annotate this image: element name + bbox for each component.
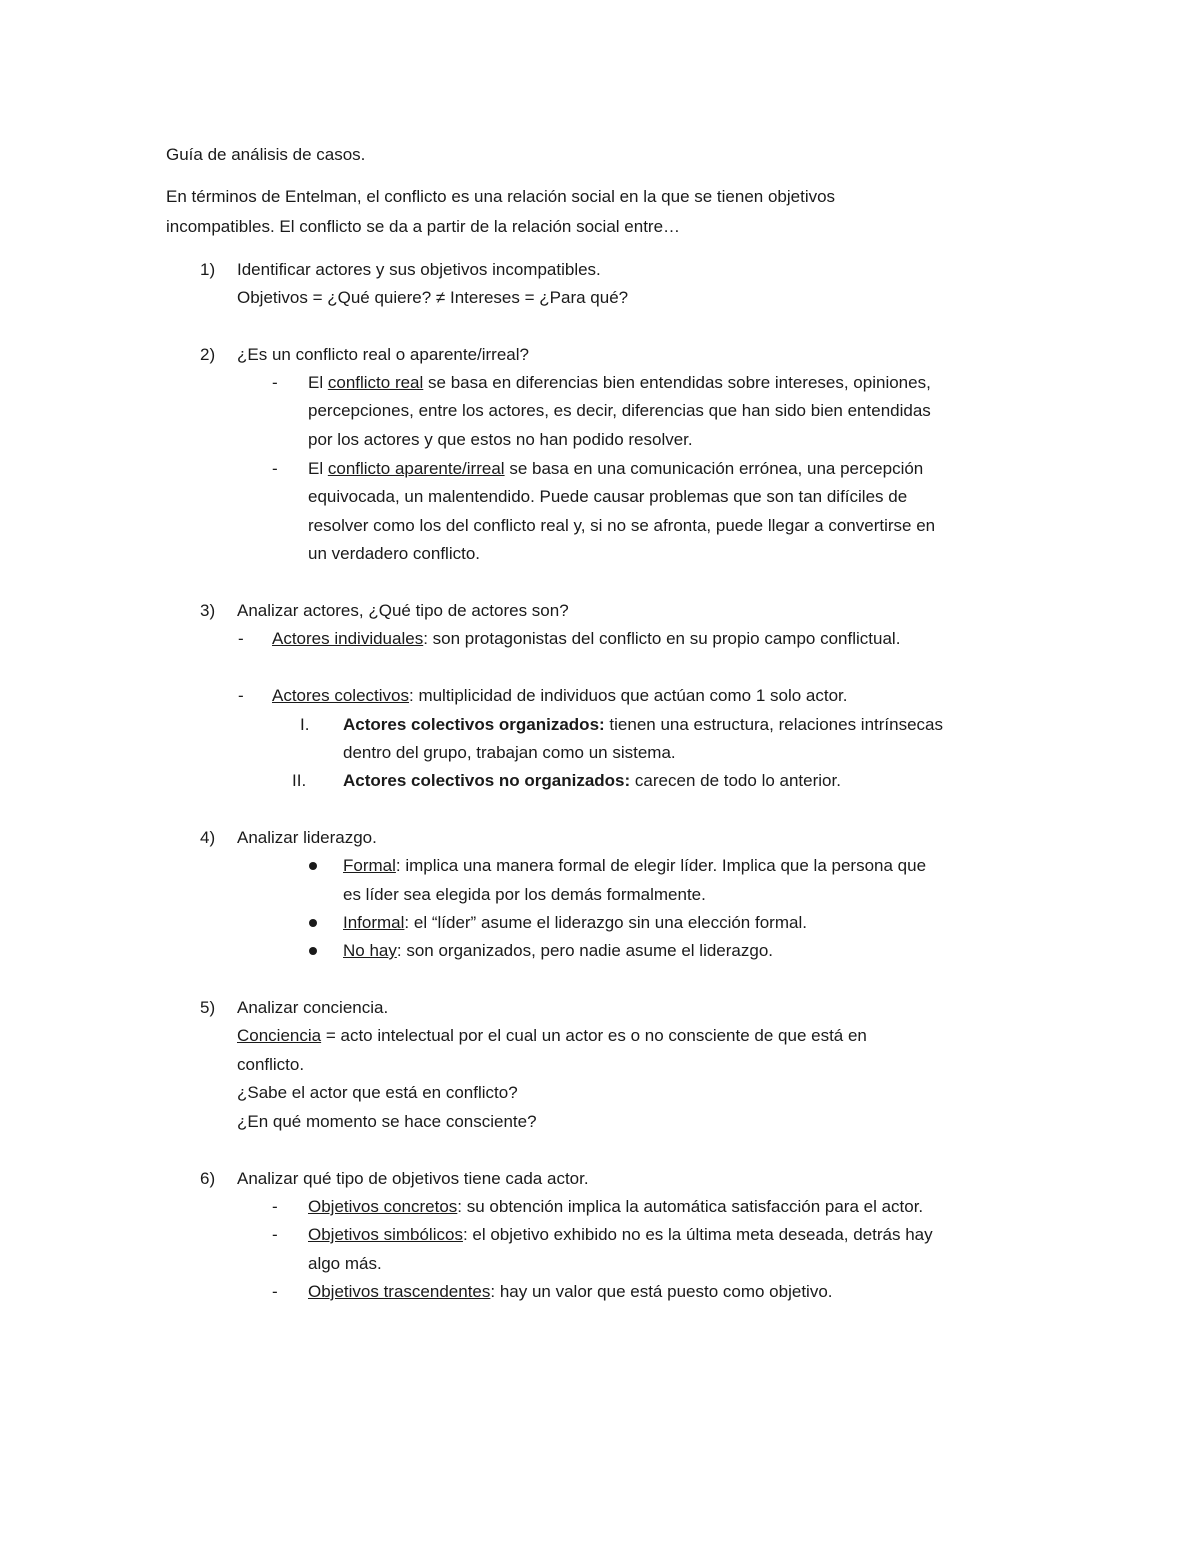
conciencia-question-1: ¿Sabe el actor que está en conflicto? [237, 1083, 518, 1102]
real-conflict-line-3: por los actores y que estos no han podido resolver. [308, 430, 693, 449]
roman-numeral-2: II. [292, 771, 307, 790]
section-1-heading: Identificar actores y sus objetivos incompatibles. [237, 260, 601, 279]
section-2-number: 2) [200, 345, 216, 364]
no-hay-term: No hay [343, 941, 397, 960]
organized-actors-term: Actores colectivos organizados: [343, 715, 605, 734]
intro-line-1: En términos de Entelman, el conflicto es una relación social en la que se tienen objetivos [166, 187, 836, 206]
non-organized-actors-text: carecen de todo lo anterior. [634, 771, 841, 790]
apparent-conflict-line-1 [308, 458, 923, 480]
intro-line-2: incompatibles. El conflicto se da a partir de la relación social entre… [166, 217, 681, 236]
formal-text-1: : implica una manera formal de elegir líder. Implica que la persona que [395, 856, 927, 875]
apparent-prefix: El [308, 459, 324, 478]
conciencia-question-2: ¿En qué momento se hace consciente? [237, 1112, 537, 1131]
formal-leadership-line-1 [343, 855, 926, 877]
informal-leadership-line [343, 912, 807, 934]
non-organized-actors-term: Actores colectivos no organizados: [343, 771, 631, 790]
no-hay-text: : son organizados, pero nadie asume el liderazgo. [396, 941, 773, 960]
formal-leadership-line-2: es líder sea elegida por los demás formalmente. [343, 885, 706, 904]
apparent-conflict-line-4: un verdadero conflicto. [308, 544, 480, 563]
apparent-conflict-line-2: equivocada, un malentendido. Puede causar problemas que son tan difíciles de [308, 487, 908, 506]
apparent-conflict-text-1: se basa en una comunicación errónea, una percepción [509, 459, 924, 478]
collective-actors-text: : multiplicidad de individuos que actúan como 1 solo actor. [409, 686, 848, 705]
conciencia-term: Conciencia [237, 1026, 322, 1045]
informal-text: : el “líder” asume el liderazgo sin una elección formal. [404, 913, 807, 932]
transcendent-objectives-line [308, 1281, 833, 1303]
real-conflict-line-1 [308, 372, 931, 394]
organized-actors-line-2: dentro del grupo, trabajan como un sistema. [343, 743, 676, 762]
conciencia-line-2: conflicto. [237, 1055, 305, 1074]
real-conflict-term: conflicto real [327, 373, 424, 392]
dash-bullet: - [272, 459, 278, 478]
section-4-heading: Analizar liderazgo. [237, 828, 377, 847]
dash-bullet: - [272, 373, 278, 392]
bullet-dot-icon [309, 862, 317, 870]
organized-actors-line-1 [343, 714, 943, 736]
section-6-number: 6) [200, 1169, 216, 1188]
symbolic-objectives-line-2: algo más. [308, 1254, 382, 1273]
roman-numeral-1: I. [300, 715, 310, 734]
dash-bullet: - [272, 1282, 278, 1301]
symbolic-objectives-line-1 [308, 1224, 933, 1246]
non-organized-actors-line [343, 770, 841, 792]
section-1-number: 1) [200, 260, 216, 279]
conciencia-text-1: = acto intelectual por el cual un actor es o no consciente de que está en [321, 1026, 867, 1045]
dash-bullet: - [238, 686, 244, 705]
individual-actors-term: Actores individuales [272, 629, 424, 648]
informal-term: Informal [343, 913, 405, 932]
symbolic-objectives-text-1: : el objetivo exhibido no es la última meta deseada, detrás hay [462, 1225, 933, 1244]
conciencia-line-1 [237, 1025, 867, 1047]
transcendent-objectives-text: : hay un valor que está puesto como objetivo. [490, 1282, 833, 1301]
doc-title: Guía de análisis de casos. [166, 145, 366, 164]
transcendent-objectives-term: Objetivos trascendentes [308, 1282, 491, 1301]
apparent-conflict-term: conflicto aparente/irreal [327, 459, 505, 478]
section-1-objectives-line: Objetivos = ¿Qué quiere? ≠ Intereses = ¿Para qué? [237, 288, 629, 307]
section-3-heading: Analizar actores, ¿Qué tipo de actores son? [237, 601, 569, 620]
no-leadership-line [343, 940, 773, 962]
bullet-dot-icon [309, 947, 317, 955]
section-3-number: 3) [200, 601, 216, 620]
section-5-number: 5) [200, 998, 216, 1017]
real-prefix: El [308, 373, 324, 392]
section-6-heading: Analizar qué tipo de objetivos tiene cada actor. [237, 1169, 589, 1188]
concrete-objectives-text: : su obtención implica la automática satisfacción para el actor. [457, 1197, 924, 1216]
organized-actors-text-1: tienen una estructura, relaciones intrínsecas [609, 715, 943, 734]
section-2-heading: ¿Es un conflicto real o aparente/irreal? [237, 345, 529, 364]
real-conflict-line-2: percepciones, entre los actores, es decir, diferencias que han sido bien entendidas [308, 401, 931, 420]
apparent-conflict-line-3: resolver como los del conflicto real y, si no se afronta, puede llegar a convertirse en [308, 516, 936, 535]
concrete-objectives-line [308, 1196, 923, 1218]
collective-actors-line [272, 685, 847, 707]
dash-bullet: - [272, 1197, 278, 1216]
dash-bullet: - [238, 629, 244, 648]
section-5-heading: Analizar conciencia. [237, 998, 389, 1017]
real-conflict-text-1: se basa en diferencias bien entendidas sobre intereses, opiniones, [428, 373, 931, 392]
symbolic-objectives-term: Objetivos simbólicos [308, 1225, 463, 1244]
bullet-dot-icon [309, 919, 317, 927]
collective-actors-term: Actores colectivos [272, 686, 409, 705]
individual-actors-text: : son protagonistas del conflicto en su propio campo conflictual. [423, 629, 901, 648]
formal-term: Formal [343, 856, 396, 875]
section-4-number: 4) [200, 828, 216, 847]
dash-bullet: - [272, 1225, 278, 1244]
concrete-objectives-term: Objetivos concretos [308, 1197, 458, 1216]
individual-actors-line [272, 628, 900, 650]
